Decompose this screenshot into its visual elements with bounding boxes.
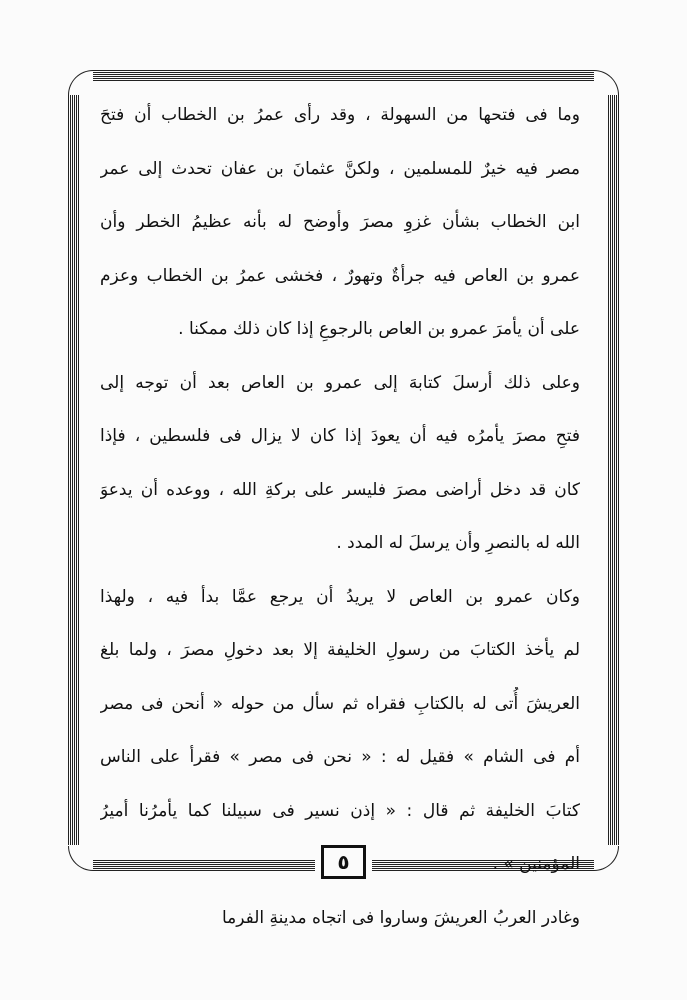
frame-corner-bottom-right xyxy=(594,846,619,871)
frame-corner-bottom-left xyxy=(68,846,93,871)
body-text xyxy=(100,98,580,954)
decorative-frame-top xyxy=(93,70,594,81)
frame-corner-top-right xyxy=(594,70,619,95)
decorative-frame-left xyxy=(68,95,79,845)
page-number: ٥ xyxy=(321,845,366,879)
text-line: مصر فيه خيرٌ للمسلمين ، ولكنَّ عثمانَ بن عفان تحدث إلى عمر xyxy=(100,158,580,179)
text-line: الله له بالنصرِ وأن يرسلَ له المدد . xyxy=(336,533,580,553)
text-line: على أن يأمرَ عمرو بن العاص بالرجوعِ إذا كان ذلك ممكنا . xyxy=(178,319,580,339)
text-line: العريشَ أُتى له بالكتابِ فقراه ثم سأل من حوله « أنحن فى مصر xyxy=(100,693,580,714)
text-line: عمرو بن العاص فيه جرأةٌ وتهورٌ ، فخشى عمرُ بن الخطاب وعزم xyxy=(100,265,580,286)
text-line: كتابَ الخليفة ثم قال : « إذن نسير فى سبيلنا كما يأمرُنا أميرُ xyxy=(100,800,580,821)
text-line: أم فى الشام » فقيل له : « نحن فى مصر » فقرأ على الناس xyxy=(100,747,580,767)
frame-corner-top-left xyxy=(68,70,93,95)
text-line: وعلى ذلك أرسلَ كتابهَ إلى عمرو بن العاص بعد أن توجه إلى xyxy=(100,372,580,393)
decorative-frame-right xyxy=(608,95,619,845)
text-line: فتحِ مصرَ يأمرُه فيه أن يعودَ إذا كان لا يزال فى فلسطين ، فإذا xyxy=(100,426,580,446)
text-line: كان قد دخل أراضى مصرَ فليسر على بركةِ الله ، ووعده أن يدعوَ xyxy=(100,479,580,500)
text-line: وما فى فتحها من السهولة ، وقد رأى عمرُ بن الخطاب أن فتحَ xyxy=(100,105,580,125)
text-line: المؤمنين » . xyxy=(492,854,580,874)
text-line: لم يأخذ الكتابَ من رسولِ الخليفة إلا بعد دخولِ مصرَ ، ولما بلغ xyxy=(100,640,580,660)
text-line: وغادر العربُ العريشَ وساروا فى اتجاه مدينةِ الفرما xyxy=(221,907,580,928)
text-line: ابن الخطاب بشأن غزوِ مصرَ وأوضح له بأنه عظيمُ الخطر وأن xyxy=(100,212,580,232)
text-line: وكان عمرو بن العاص لا يريدُ أن يرجع عمَّا بدأ فيه ، ولهذا xyxy=(100,586,580,607)
